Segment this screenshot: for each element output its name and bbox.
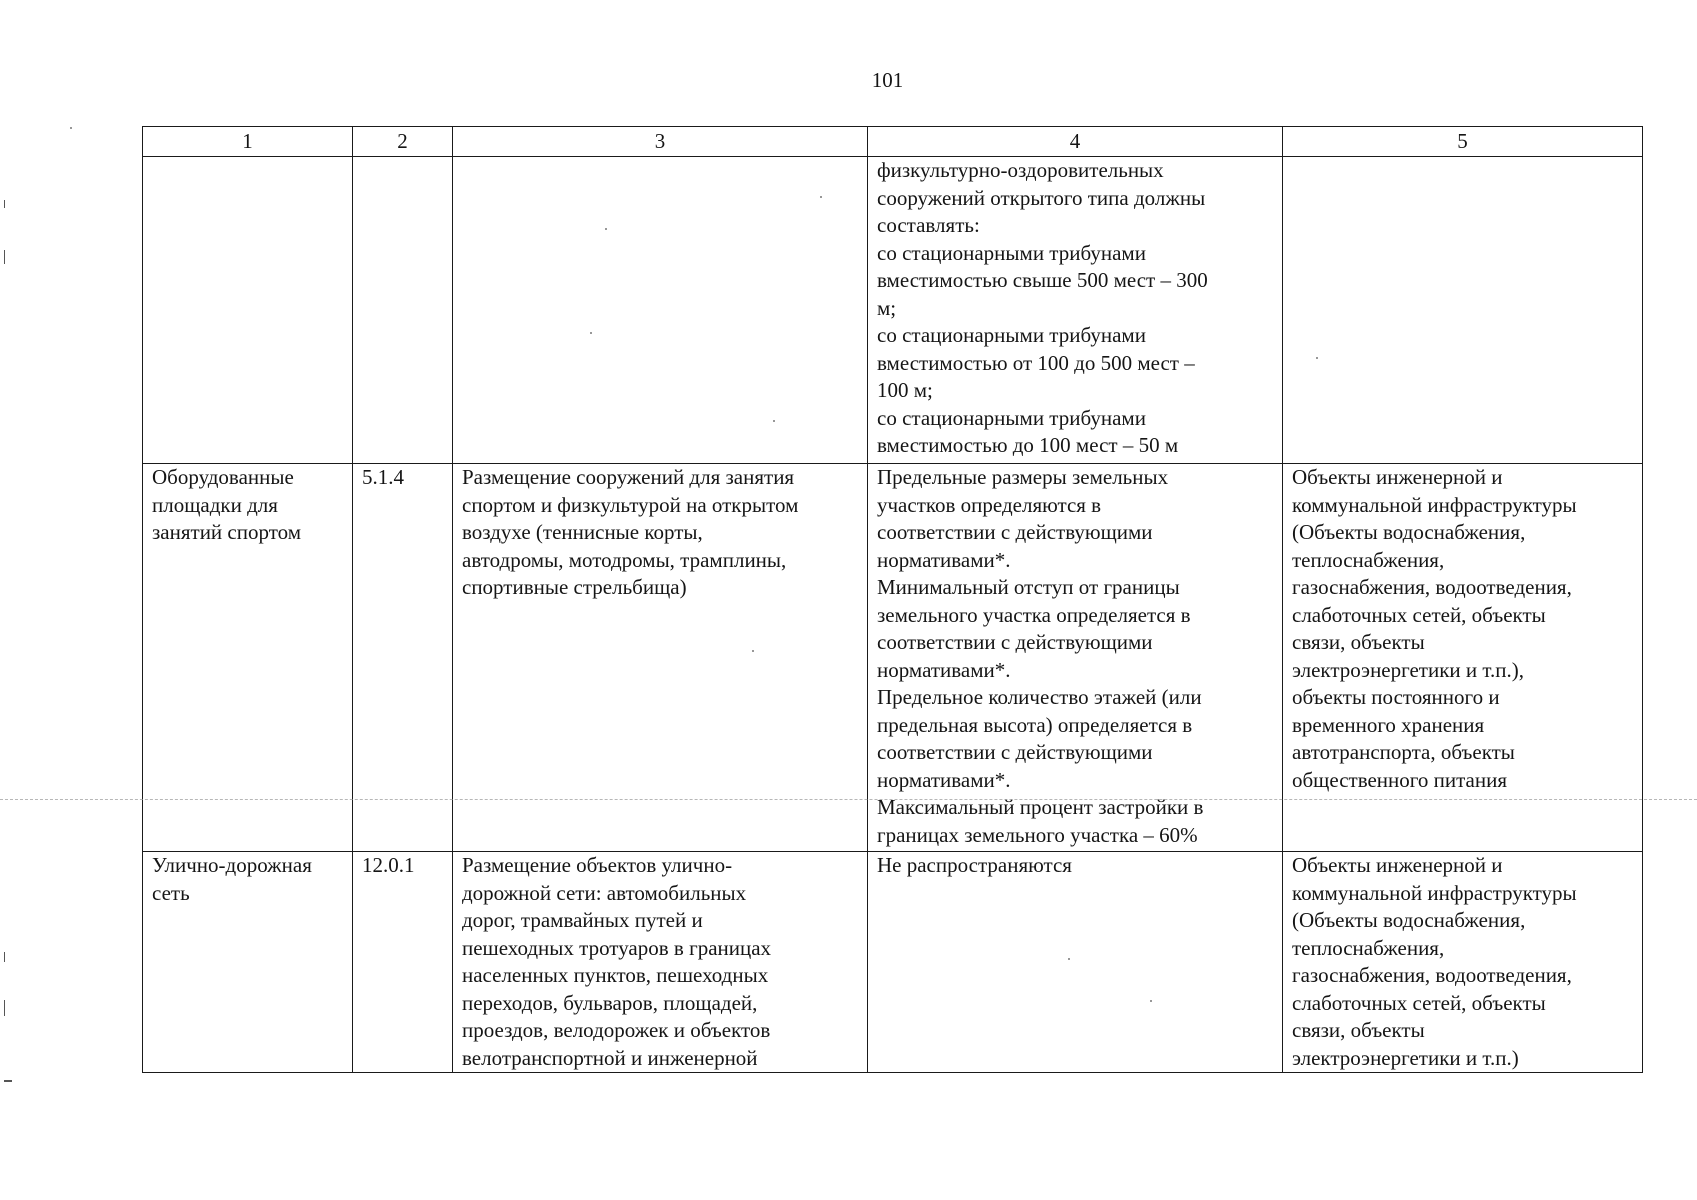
column-header-1: 1	[143, 127, 353, 157]
scan-margin-mark	[4, 200, 5, 208]
scan-dust	[70, 127, 72, 129]
use-name-text: Оборудованные площадки для занятий спортом	[152, 465, 301, 544]
auxiliary-uses-cell	[1283, 464, 1643, 852]
use-description-text: Размещение объектов улично- дорожной сети: автомобильных дорог, трамвайных путей и пешеходных тротуаров в границах населенных пунктов, пешеходных переходов, бульваров, площадей, проездов, велодорожек и объектов велотранспортной и инженерной	[462, 853, 772, 1070]
column-header-4: 4	[868, 127, 1283, 157]
use-name-cell	[143, 852, 353, 1073]
scan-dust	[773, 420, 775, 422]
use-code-cell	[353, 852, 453, 1073]
scan-dust	[1316, 357, 1318, 359]
use-parameters-cell	[868, 852, 1283, 1073]
auxiliary-uses-cell	[1283, 157, 1643, 464]
use-parameters-cell	[868, 464, 1283, 852]
zoning-table	[142, 126, 1643, 1073]
use-description-cell	[453, 464, 868, 852]
use-name-text: Улично-дорожная сеть	[152, 853, 312, 905]
table-row	[143, 464, 1643, 852]
table-row	[143, 852, 1643, 1073]
page-number: 101	[871, 68, 904, 92]
scan-dust	[590, 332, 592, 334]
use-name-cell	[143, 464, 353, 852]
use-parameters-text: Не распространяются	[877, 853, 1072, 877]
auxiliary-uses-cell	[1283, 852, 1643, 1073]
use-code-cell	[353, 157, 453, 464]
table-row	[143, 157, 1643, 464]
use-code-cell	[353, 464, 453, 852]
table-header-row	[143, 127, 1643, 157]
scan-dust	[605, 228, 607, 230]
scan-dust	[820, 196, 822, 198]
use-description-cell	[453, 852, 868, 1073]
scan-dust	[1068, 958, 1070, 960]
scan-margin-mark	[4, 952, 5, 962]
use-name-cell	[143, 157, 353, 464]
scan-fold-line	[0, 799, 1697, 800]
use-parameters-cell	[868, 157, 1283, 464]
use-parameters-text: физкультурно-оздоровительных сооружений открытого типа должны составлять: со стационарными трибунами вместимостью свыше 500 мест – 300 м; со стационарными трибунами вместимостью от 100 до 500 мест – 100 м; со стационарными трибунами вместимостью до 100 мест – 50 м	[877, 158, 1208, 457]
use-description-text: Размещение сооружений для занятия спортом и физкультурой на открытом воздухе (теннисные корты, автодромы, мотодромы, трамплины, спортивные стрельбища)	[462, 465, 799, 599]
use-parameters-text: Предельные размеры земельных участков определяются в соответствии с действующими нормативами*. Минимальный отступ от границы земельного участка определяется в соответствии с действующими нормативами*. Предельное количество этажей (или предельная высота) определяется в соответствии с действующими нормативами*. Максимальный процент застройки в границах земельного участка – 60%	[877, 465, 1204, 847]
column-header-3: 3	[453, 127, 868, 157]
use-description-cell	[453, 157, 868, 464]
scan-dust	[752, 650, 754, 652]
use-code-text: 5.1.4	[362, 465, 404, 489]
scan-margin-mark	[4, 250, 5, 264]
auxiliary-uses-text: Объекты инженерной и коммунальной инфраструктуры (Объекты водоснабжения, теплоснабжения, газоснабжения, водоотведения, слаботочных сетей, объекты связи, объекты электроэнергетики и т.п.), объекты постоянного и временного хранения автотранспорта, объекты общественного питания	[1292, 465, 1577, 792]
auxiliary-uses-text: Объекты инженерной и коммунальной инфраструктуры (Объекты водоснабжения, теплоснабжения, газоснабжения, водоотведения, слаботочных сетей, объекты связи, объекты электроэнергетики и т.п.)	[1292, 853, 1577, 1070]
use-code-text: 12.0.1	[362, 853, 415, 877]
column-header-2: 2	[353, 127, 453, 157]
scan-margin-mark	[4, 1080, 12, 1082]
scan-margin-mark	[4, 1000, 5, 1016]
scan-dust	[1150, 1000, 1152, 1002]
column-header-5: 5	[1283, 127, 1643, 157]
